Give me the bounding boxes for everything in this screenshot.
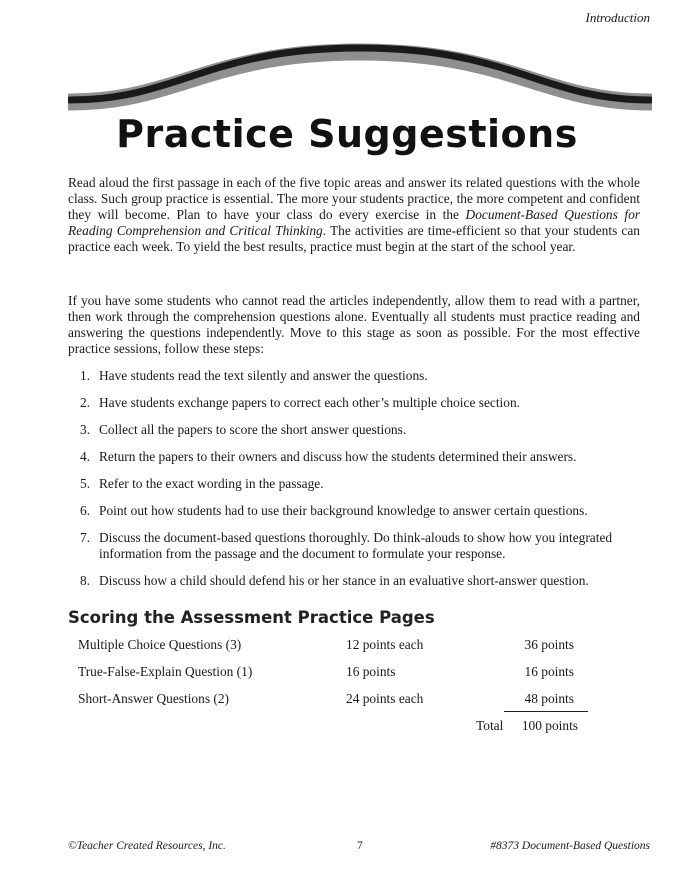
scoring-heading: Scoring the Assessment Practice Pages — [68, 608, 435, 627]
step-item — [80, 449, 655, 465]
intro-paragraph-text-end: . The activities are time-efficient so that your students can practice each week. To yield the best results, practice must begin at the start of the school year. — [68, 223, 640, 254]
scoring-table — [78, 637, 588, 745]
step-number: 7. — [80, 530, 91, 545]
copyright-text: ©Teacher Created Resources, Inc. — [68, 840, 226, 852]
step-text: Discuss how a child should defend his or her stance in an evaluative short-answer question. — [99, 573, 589, 588]
points-each: 16 points — [346, 664, 396, 679]
points-each: 24 points each — [346, 691, 424, 706]
step-number: 3. — [80, 422, 91, 437]
decorative-banner — [68, 30, 652, 112]
step-text: Collect all the papers to score the short answer questions. — [99, 422, 407, 437]
page-title: Practice Suggestions — [116, 112, 578, 156]
total-label: Total — [476, 718, 504, 733]
step-text: Point out how students had to use their background knowledge to answer certain questions. — [99, 503, 588, 518]
points-total: 16 points — [524, 664, 574, 679]
step-number: 1. — [80, 368, 91, 383]
intro-paragraph-text: Read aloud the first passage in each of the five topic areas and answer its related questions with the whole class. Such group practice is essential. The more your students practice, the more competent and confident they will become. Plan to have your class do every exercise in the — [68, 175, 640, 222]
step-text: Have students exchange papers to correct each other’s multiple choice section. — [99, 395, 521, 410]
step-text: Discuss the document-based questions thoroughly. Do think-alouds to show how you integrated information from the passage and the document to formulate your response. — [99, 530, 613, 561]
total-value: 100 points — [521, 718, 578, 733]
question-type: True-False-Explain Question (1) — [78, 664, 253, 679]
step-item — [80, 476, 655, 492]
step-item — [80, 503, 655, 519]
banner-gray-curve — [70, 52, 650, 102]
section-label: Introduction — [585, 10, 650, 25]
scoring-row — [78, 691, 588, 718]
scoring-row — [78, 637, 588, 664]
points-total: 48 points — [504, 691, 588, 712]
step-text: Refer to the exact wording in the passage. — [99, 476, 324, 491]
book-reference: #8373 Document-Based Questions — [490, 840, 650, 852]
step-number: 5. — [80, 476, 91, 491]
step-text: Return the papers to their owners and discuss how the students determined their answers. — [99, 449, 577, 464]
question-type: Multiple Choice Questions (3) — [78, 637, 242, 652]
scoring-total-row — [78, 718, 588, 745]
steps-list — [80, 368, 655, 600]
step-text: Have students read the text silently and answer the questions. — [99, 368, 428, 383]
step-number: 6. — [80, 503, 91, 518]
points-each: 12 points each — [346, 637, 424, 652]
page-number: 7 — [357, 840, 363, 852]
book-title: Document-Based Questions for Reading Comprehension and Critical Thinking — [68, 207, 640, 238]
intro-paragraph — [68, 175, 640, 255]
practice-paragraph: If you have some students who cannot read the articles independently, allow them to read with a partner, then work through the comprehension questions alone. Eventually all students must practice reading and answering the questions independently. Move to this stage as soon as possible. For the most effective practice sessions, follow these steps: — [68, 293, 640, 356]
step-item — [80, 573, 655, 589]
step-item — [80, 395, 655, 411]
scoring-row — [78, 664, 588, 691]
step-number: 4. — [80, 449, 91, 464]
step-number: 2. — [80, 395, 91, 410]
step-item — [80, 368, 655, 384]
step-number: 8. — [80, 573, 91, 588]
step-item — [80, 530, 655, 562]
question-type: Short-Answer Questions (2) — [78, 691, 229, 706]
points-total: 36 points — [524, 637, 574, 652]
step-item — [80, 422, 655, 438]
